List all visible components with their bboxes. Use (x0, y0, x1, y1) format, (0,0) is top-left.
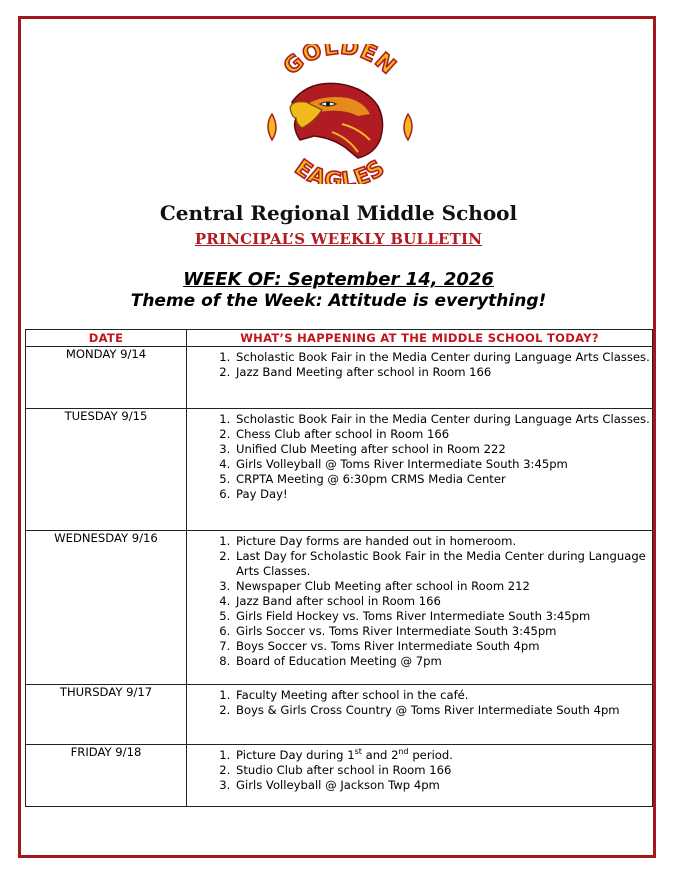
eagle-head-icon (262, 44, 418, 184)
event-item: 1. Picture Day forms are handed out in homeroom. (234, 534, 652, 549)
schedule-row (26, 745, 653, 807)
event-item: 3. Unified Club Meeting after school in Room 222 (234, 442, 652, 457)
event-list (187, 748, 652, 793)
date-column-header: DATE (26, 330, 187, 347)
day-cell: MONDAY 9/14 (26, 347, 187, 409)
event-item: 3. Girls Volleyball @ Jackson Twp 4pm (234, 778, 652, 793)
day-cell: FRIDAY 9/18 (26, 745, 187, 807)
event-item: 6. Girls Soccer vs. Toms River Intermediate South 3:45pm (234, 624, 652, 639)
schedule-header-row (26, 330, 653, 347)
school-name: Central Regional Middle School (159, 201, 518, 225)
event-item: 4. Jazz Band after school in Room 166 (234, 594, 652, 609)
day-cell: THURSDAY 9/17 (26, 685, 187, 745)
events-cell (187, 531, 653, 685)
event-text: period. (408, 748, 453, 762)
events-column-header: WHAT’S HAPPENING AT THE MIDDLE SCHOOL TODAY? (187, 330, 653, 347)
event-text: and 2 (361, 748, 399, 762)
event-item: 1. Faculty Meeting after school in the café. (234, 688, 652, 703)
event-text: Picture Day during 1 (236, 748, 355, 762)
events-cell (187, 685, 653, 745)
event-item: 3. Newspaper Club Meeting after school in Room 212 (234, 579, 652, 594)
event-item: 5. Girls Field Hockey vs. Toms River Intermediate South 3:45pm (234, 609, 652, 624)
events-cell (187, 409, 653, 531)
event-item: 1. Scholastic Book Fair in the Media Center during Language Arts Classes. (234, 350, 652, 365)
event-list (187, 688, 652, 718)
event-list (187, 350, 652, 380)
event-item: 6. Pay Day! (234, 487, 652, 502)
schedule-row (26, 409, 653, 531)
event-item (234, 748, 652, 763)
event-list (187, 534, 652, 669)
event-item: 7. Boys Soccer vs. Toms River Intermediate South 4pm (234, 639, 652, 654)
schedule-table (25, 329, 653, 807)
svg-text:GOLDEN: GOLDEN (279, 44, 401, 81)
day-cell: TUESDAY 9/15 (26, 409, 187, 531)
event-item: 4. Girls Volleyball @ Toms River Intermediate South 3:45pm (234, 457, 652, 472)
svg-text:EAGLES: EAGLES (289, 155, 391, 184)
event-item: 8. Board of Education Meeting @ 7pm (234, 654, 652, 669)
ordinal-suffix: nd (398, 747, 409, 757)
ordinal-suffix: st (354, 747, 362, 757)
event-item: 2. Chess Club after school in Room 166 (234, 427, 652, 442)
event-list (187, 412, 652, 502)
schedule-row (26, 531, 653, 685)
event-item: 1. Scholastic Book Fair in the Media Center during Language Arts Classes. (234, 412, 652, 427)
event-item: 2. Jazz Band Meeting after school in Room 166 (234, 365, 652, 380)
schedule-row (26, 685, 653, 745)
event-item: 2. Boys & Girls Cross Country @ Toms River Intermediate South 4pm (234, 703, 652, 718)
event-item: 2. Last Day for Scholastic Book Fair in the Media Center during Language Arts Classes. (234, 549, 652, 579)
golden-eagles-logo (262, 44, 418, 184)
week-of: WEEK OF: September 14, 2026 (183, 269, 494, 290)
events-cell (187, 745, 653, 807)
event-item: 2. Studio Club after school in Room 166 (234, 763, 652, 778)
events-cell (187, 347, 653, 409)
schedule-row (26, 347, 653, 409)
event-item: 5. CRPTA Meeting @ 6:30pm CRMS Media Center (234, 472, 652, 487)
theme-of-the-week: Theme of the Week: Attitude is everything! (130, 291, 547, 311)
day-cell: WEDNESDAY 9/16 (26, 531, 187, 685)
bulletin-title: PRINCIPAL’S WEEKLY BULLETIN (194, 230, 483, 248)
